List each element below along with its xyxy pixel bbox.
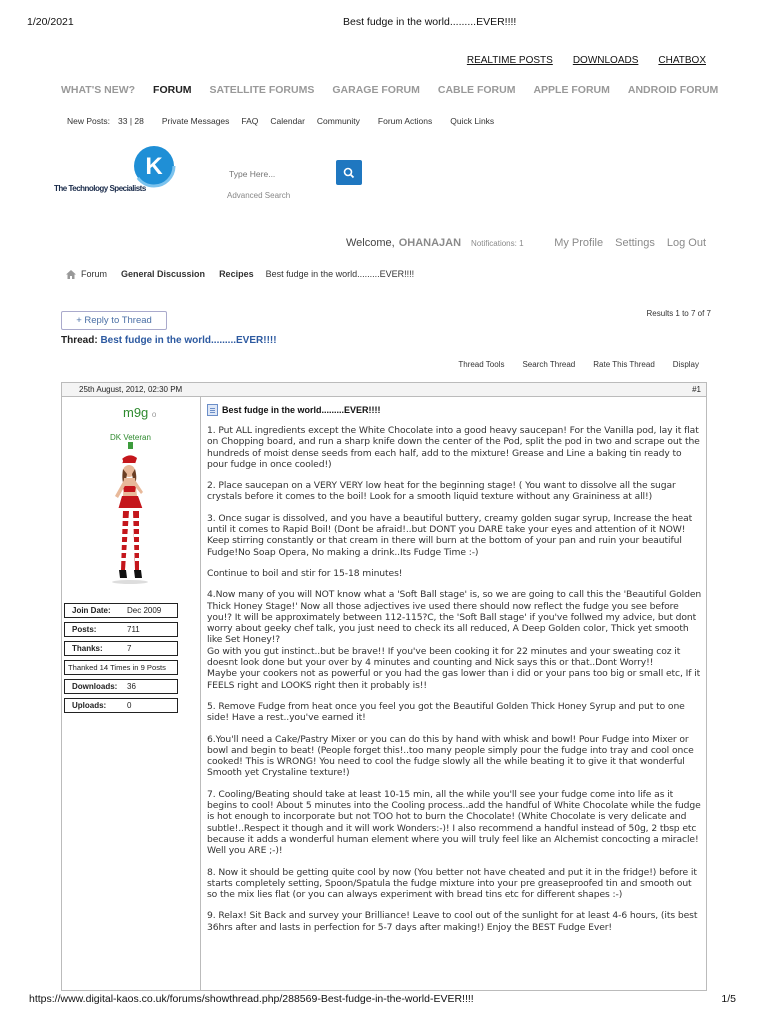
post-title [207, 404, 703, 416]
subnav-community[interactable]: Community [316, 116, 360, 126]
post-content [207, 404, 703, 943]
subnav-calendar[interactable]: Calendar [270, 116, 305, 126]
top-links [467, 55, 706, 66]
post-header [61, 382, 707, 397]
nav-cable-forum[interactable]: CABLE FORUM [437, 84, 516, 96]
results-count: Results 1 to 7 of 7 [646, 309, 711, 318]
stat-posts [64, 622, 178, 637]
stat-label: Posts: [72, 625, 97, 634]
post-paragraph: 9. Relax! Sit Back and survey your Brilliance! Leave to cool out of the sunlight for at least 4-6 hours, (its best 36hrs after and lasts in perfection for 5-7 days after making!) Enjoy the BEST Fudge Ever! [207, 910, 698, 933]
home-icon [66, 270, 76, 279]
chatbox-link[interactable]: CHATBOX [658, 55, 706, 66]
post-paragraph: 4.Now many of you will NOT know what a 'Soft Ball stage' is, so we are going to call this the 'Beautiful Golden Thick Honey Stage!' Now all those adjectives ive used there should now reflect the fudge you see before you!? It will be approximately between 112-115?C, the 'Soft Ball stage' if you've follwed my advice, but dont worry about geeky chef talk, you just need to check its all reduced, A Deep Golden color, Thick yet smooth like Set Honey!? Go with you gut instinct..but be brave!! If you've been cooking it for 22 minutes and your sweating coz it doesnt look done but your over by 4 minutes and counting and Nick says this or that..Dont Worry!! Maybe your cookers not as powerful or you had the gas lower than i did or your pans too big or small etc, If it FEELS right and LOOKS right then it probably is!! [207, 589, 702, 691]
settings-link[interactable]: Settings [615, 237, 655, 249]
new-posts-count[interactable]: 33 | 28 [118, 116, 144, 126]
user-title: DK Veteran [110, 433, 151, 442]
thread-title-link[interactable]: Best fudge in the world.........EVER!!!! [100, 335, 277, 346]
welcome-bar [346, 237, 524, 249]
main-nav [61, 84, 718, 96]
post-title-text: Best fudge in the world.........EVER!!!! [222, 405, 381, 415]
log-out-link[interactable]: Log Out [666, 237, 706, 249]
stat-thanks [64, 641, 178, 656]
breadcrumb-forum[interactable]: Forum [81, 269, 108, 279]
print-date: 1/20/2021 [27, 16, 74, 28]
stat-value: 7 [127, 644, 132, 653]
search-button[interactable] [336, 160, 362, 185]
post-paragraph: 1. Put ALL ingredients except the White Chocolate into a good heavy saucepan! For the Vanilla pod, lay it flat on Chopping board, and run a sharp knife down the center of the Pod, split the pod in two and scrape out the hundreds of moist dense seeds from each half, add to the mixture! Grease and Line a baking tin ready to pour fudge in once cooled!) [207, 425, 700, 470]
post-username [123, 405, 156, 420]
post-paragraph: 5. Remove Fudge from heat once you feel you got the Beautiful Golden Thick Honey Syrup and put to one side! Have a rest..you've earned it! [207, 700, 685, 724]
print-page-number: 1/5 [721, 993, 736, 1005]
search-input[interactable] [225, 163, 325, 185]
my-profile-link[interactable]: My Profile [554, 237, 604, 249]
nav-forum[interactable]: FORUM [153, 84, 192, 96]
account-links [554, 237, 706, 249]
breadcrumb [66, 269, 414, 279]
stat-uploads [64, 698, 178, 713]
post-date: 25th August, 2012, 02:30 PM [79, 385, 183, 394]
post-paragraph: Continue to boil and stir for 15-18 minutes! [207, 567, 403, 579]
subnav-private-messages[interactable]: Private Messages [161, 116, 230, 126]
document-icon [207, 404, 218, 416]
subnav-faq[interactable]: FAQ [241, 116, 259, 126]
post-paragraph: 8. Now it should be getting quite cool by now (You better not have cheated and put it in the fridge!) before it starts completely setting, Spoon/Spatula the fudge mixture into your pre greaseproofed tin and smooth out so the mix lies flat (or you can always experiment with bread tins etc for different shapes :-) [207, 866, 697, 901]
rate-thread-menu[interactable]: Rate This Thread [593, 360, 655, 369]
notifications-link[interactable]: Notifications: 1 [471, 239, 524, 248]
stat-label: Join Date: [72, 606, 111, 615]
nav-satellite-forums[interactable]: SATELLITE FORUMS [209, 84, 315, 96]
nav-whats-new[interactable]: WHAT'S NEW? [61, 84, 136, 96]
breadcrumb-general-discussion[interactable]: General Discussion [121, 269, 206, 279]
thread-label: Thread: [61, 335, 98, 346]
stat-label: Uploads: [72, 701, 107, 710]
logo-letter: K [145, 153, 163, 180]
realtime-posts-link[interactable]: REALTIME POSTS [466, 55, 553, 66]
print-url: https://www.digital-kaos.co.uk/forums/showthread.php/288569-Best-fudge-in-the-world-EVER!!!! [29, 993, 474, 1005]
stat-value: 711 [127, 625, 140, 634]
site-logo[interactable] [54, 146, 179, 204]
logo-tagline: The Technology Specialists [54, 184, 146, 193]
stat-value: Dec 2009 [127, 606, 162, 615]
welcome-label: Welcome, [346, 237, 395, 249]
downloads-link[interactable]: DOWNLOADS [572, 55, 639, 66]
thread-tools-menu[interactable]: Thread Tools [458, 360, 505, 369]
user-avatar[interactable] [93, 452, 167, 592]
new-posts-label: New Posts: [67, 116, 110, 126]
thread-tools-bar [458, 360, 699, 369]
nav-apple-forum[interactable]: APPLE FORUM [533, 84, 610, 96]
display-menu[interactable]: Display [672, 360, 699, 369]
post-number-link[interactable]: #1 [692, 385, 701, 394]
nav-android-forum[interactable]: ANDROID FORUM [627, 84, 719, 96]
post-divider [200, 397, 201, 991]
breadcrumb-home[interactable] [66, 269, 107, 279]
stat-value: 0 [127, 701, 132, 710]
stat-label: Thanks: [72, 644, 103, 653]
reputation-icon [128, 442, 133, 449]
stat-join-date [64, 603, 178, 618]
post-paragraph: 6.You'll need a Cake/Pastry Mixer or you can do this by hand with whisk and bowl! Pour Fudge into Mixer or bowl and begin to beat! (People forget this!..too many people simply pour the fudge into tray and cool once cooked! This is WRONG! You need to cool the fudge slowly all the while beating it to give it that wonderful Smooth yet Crystaline texture!) [207, 733, 694, 779]
stat-label: Downloads: [72, 682, 118, 691]
subnav-forum-actions[interactable]: Forum Actions [377, 116, 433, 126]
post-paragraph: 7. Cooling/Beating should take at least 10-15 min, all the while you'll see your fudge come into life as it begins to cool! About 5 minutes into the Cooling process..add the handful of White Chocolate while the fudge is hot enough to incorporate but not TOO hot to burn the Chocolate! (White Chocolate is very delicate and subtle!..Respect it though and it will work Wonders:-)! I also recommend a handful instead of 50g, 2 tbsp etc because it adds a wonderful human element where you will truly feel like an Alchemist concocting a miracle! Well you ARE ;-)! [207, 788, 701, 857]
reply-to-thread-button[interactable]: + Reply to Thread [61, 311, 167, 330]
breadcrumb-current-thread: Best fudge in the world.........EVER!!!! [265, 269, 415, 279]
subnav-quick-links[interactable]: Quick Links [450, 116, 495, 126]
nav-garage-forum[interactable]: GARAGE FORUM [332, 84, 420, 96]
print-title: Best fudge in the world.........EVER!!!! [343, 16, 517, 28]
thread-title [61, 335, 277, 346]
post-paragraph: 2. Place saucepan on a VERY VERY low heat for the beginning stage! ( You want to dissolve all the sugar crystals before it comes to the boil! Look for a smooth liquid texture without any Graininess at all!) [207, 480, 676, 503]
advanced-search-link[interactable]: Advanced Search [227, 191, 291, 200]
welcome-username[interactable]: OHANAJAN [398, 237, 462, 249]
username-link[interactable]: m9g [123, 405, 149, 420]
stat-value: 36 [127, 682, 136, 691]
sub-nav [67, 116, 494, 126]
stat-downloads [64, 679, 178, 694]
online-status-icon: o [151, 410, 157, 419]
post-paragraph: 3. Once sugar is dissolved, and you have a beautiful buttery, creamy golden sugar syrup, Increase the heat until it comes to Rapid Boil! (Dont be afraid!..but DONT you DARE take your eyes and attention of it NOW! Keep stirring constantly or that cream in there will burn at the bottom of your pan and ruin your beautiful Fudge!No Soap Opera, No making a drink..Its Fudge Time :-) [207, 512, 693, 558]
search-thread-menu[interactable]: Search Thread [522, 360, 576, 369]
breadcrumb-recipes[interactable]: Recipes [219, 269, 254, 279]
stat-thanked: Thanked 14 Times in 9 Posts [64, 660, 178, 675]
search-icon [343, 167, 355, 179]
